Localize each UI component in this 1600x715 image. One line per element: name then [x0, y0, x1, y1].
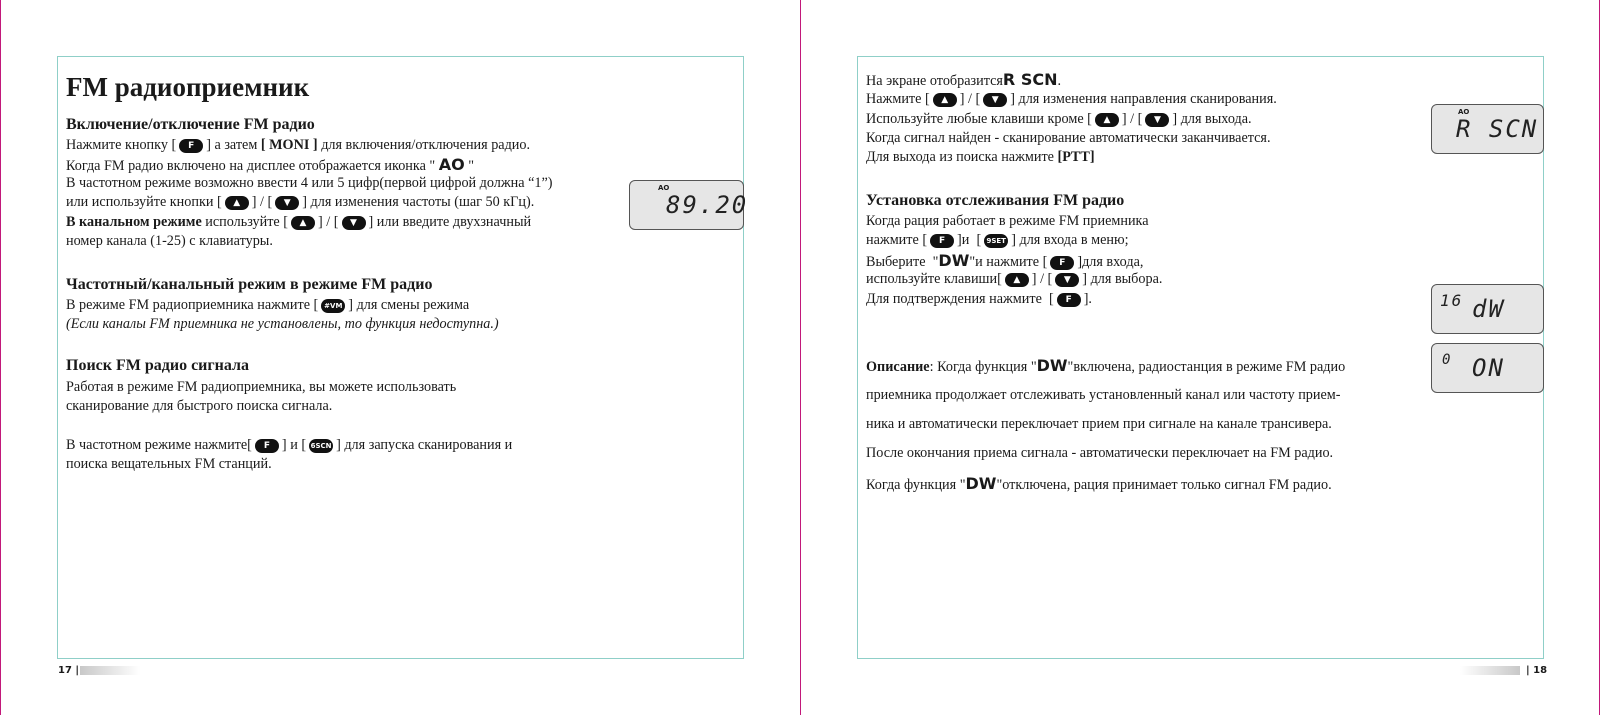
f-key-icon: F	[1050, 256, 1074, 270]
text-line: Нажмите [ ▲ ] / [ ▼ ] для изменения направления сканирования.	[866, 91, 1277, 107]
text-line: номер канала (1-25) с клавиатуры.	[66, 233, 273, 249]
text-line: Выберите "DW"и нажмите [ F ]для входа,	[866, 251, 1144, 270]
f-key-icon: F	[255, 439, 279, 453]
set-key-icon: 9SET	[984, 234, 1008, 248]
text-line: поиска вещательных FM станций.	[66, 456, 272, 472]
page-edge-left	[0, 0, 1, 715]
ao-icon: AO	[438, 155, 465, 174]
page-number-left: 17 |	[58, 665, 80, 676]
page-edge-center	[800, 0, 801, 715]
text-line: В режиме FM радиоприемника нажмите [ #VM ] для смены режима	[66, 297, 470, 313]
down-key-icon: ▼	[1145, 113, 1169, 127]
lcd-value: ON	[1472, 354, 1505, 382]
lcd-tag: AO	[658, 184, 670, 192]
section-heading-dw: Установка отслеживания FM радио	[866, 192, 1125, 209]
up-key-icon: ▲	[1005, 273, 1029, 287]
dw-label: DW	[938, 251, 970, 270]
lcd-display-onoff	[1431, 343, 1544, 393]
text-line: Когда FM радио включено на дисплее отображается иконка " AO "	[66, 155, 475, 174]
lcd-display-frequency	[629, 180, 749, 230]
footer-bar-right	[1460, 666, 1520, 675]
down-key-icon: ▼	[342, 216, 366, 230]
f-key-icon: F	[1057, 293, 1081, 307]
down-key-icon: ▼	[983, 93, 1007, 107]
down-key-icon: ▼	[1055, 273, 1079, 287]
text-line: Описание: Когда функция "DW"включена, радиостанция в режиме FM радио	[866, 356, 1346, 375]
text-line: ника и автоматически переключает прием при сигнале на канале трансивера.	[866, 416, 1332, 432]
footer-bar-left	[80, 666, 140, 675]
lcd-tag: 16	[1440, 291, 1464, 310]
text-line: В канальном режиме используйте [ ▲ ] / [ ▼ ] или введите двухзначный	[66, 214, 532, 230]
text-line: Работая в режиме FM радиоприемника, вы можете использовать	[66, 379, 457, 395]
text-line: сканирование для быстрого поиска сигнала.	[66, 398, 333, 414]
lcd-value: dW	[1472, 295, 1505, 323]
dw-label: DW	[965, 474, 997, 493]
up-key-icon: ▲	[1095, 113, 1119, 127]
text-line: После окончания приема сигнала - автоматически переключает на FM радио.	[866, 445, 1334, 461]
up-key-icon: ▲	[933, 93, 957, 107]
text-line: Когда рация работает в режиме FM приемника	[866, 213, 1149, 229]
lcd-display-menu	[1431, 284, 1544, 334]
text-line: используйте клавиши[ ▲ ] / [ ▼ ] для выбора.	[866, 271, 1163, 287]
text-line: Используйте любые клавиши кроме [ ▲ ] / [ ▼ ] для выхода.	[866, 111, 1252, 127]
lcd-value: 89.20	[666, 191, 749, 219]
f-key-icon: F	[930, 234, 954, 248]
text-line: Для подтверждения нажмите [ F ].	[866, 291, 1092, 307]
text-line-note: (Если каналы FM приемника не установлены, то функция недоступна.)	[66, 316, 499, 332]
lcd-tag: AO	[1458, 108, 1470, 116]
lcd-value: R SCN	[1456, 115, 1539, 143]
text-line: приемника продолжает отслеживать установленный канал или частоту прием-	[866, 387, 1341, 403]
up-key-icon: ▲	[225, 196, 249, 210]
text-line: В частотном режиме возможно ввести 4 или 5 цифр(первой цифрой должна “1”)	[66, 175, 553, 191]
scan-key-icon: 6SCN	[309, 439, 333, 453]
text-line: Когда сигнал найден - сканирование автоматически заканчивается.	[866, 130, 1271, 146]
down-key-icon: ▼	[275, 196, 299, 210]
section-heading-search: Поиск FM радио сигнала	[66, 357, 249, 374]
page-title: FM радиоприемник	[66, 72, 310, 102]
text-line: Нажмите кнопку [ F ] а затем [ MONI ] для включения/отключения радио.	[66, 137, 531, 153]
page-number-right: | 18	[1526, 665, 1548, 676]
text-line: Когда функция "DW"отключена, рация принимает только сигнал FM радио.	[866, 474, 1332, 493]
dw-label: DW	[1036, 356, 1068, 375]
text-line: В частотном режиме нажмите[ F ] и [ 6SCN ] для запуска сканирования и	[66, 437, 513, 453]
section-heading-onoff: Включение/отключение FM радио	[66, 116, 315, 133]
text-line: нажмите [ F ]и [ 9SET ] для входа в меню;	[866, 232, 1129, 248]
rscn-label: R SCN	[1002, 70, 1058, 89]
f-key-icon: F	[179, 139, 203, 153]
vm-key-icon: #VM	[321, 299, 345, 313]
lcd-display-scan	[1431, 104, 1544, 154]
text-line: Для выхода из поиска нажмите [PTT]	[866, 149, 1095, 165]
lcd-tag: 0	[1442, 352, 1453, 368]
text-line: или используйте кнопки [ ▲ ] / [ ▼ ] для изменения частоты (шаг 50 кГц).	[66, 194, 535, 210]
text-line: На экране отобразитсяR SCN.	[866, 70, 1062, 89]
section-heading-mode: Частотный/канальный режим в режиме FM радио	[66, 276, 433, 293]
up-key-icon: ▲	[291, 216, 315, 230]
